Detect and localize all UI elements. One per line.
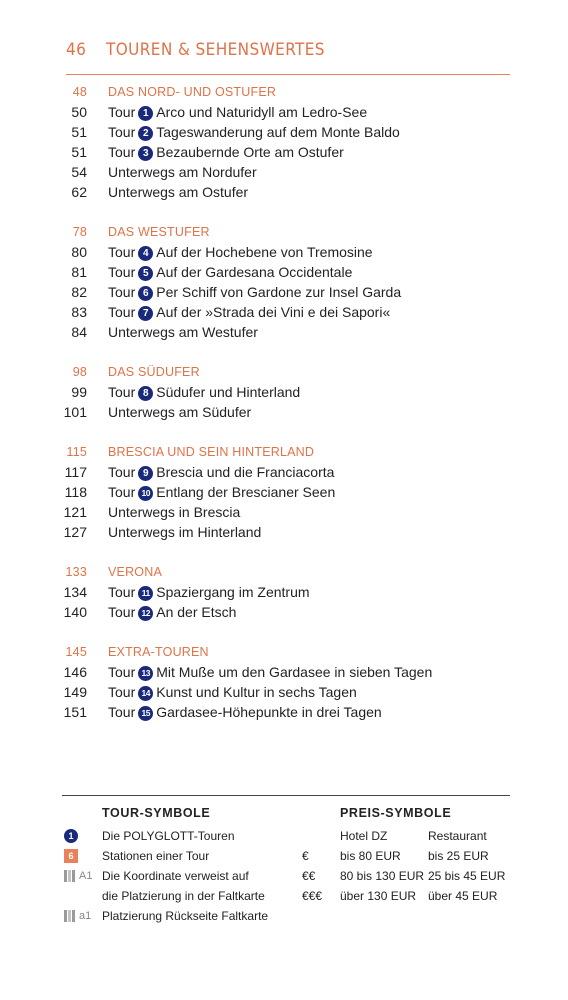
tour-prefix: Tour — [108, 264, 136, 280]
tour-number-icon: 4 — [138, 246, 153, 261]
toc-entry[interactable] — [60, 522, 520, 542]
legend-row-stations — [62, 846, 302, 866]
legend — [62, 795, 510, 923]
toc-section — [60, 442, 520, 542]
entry-text-wrap — [108, 682, 357, 702]
entry-text-wrap — [108, 302, 390, 322]
toc-entry[interactable] — [60, 282, 520, 302]
entry-text-wrap — [108, 522, 261, 542]
tour-prefix: Tour — [108, 484, 136, 500]
chapter-page-number: 46 — [66, 40, 87, 60]
tour-prefix: Tour — [108, 244, 136, 260]
entry-title: Entlang der Brescianer Seen — [156, 484, 336, 500]
entry-text-wrap — [108, 402, 251, 422]
entry-title: Unterwegs am Südufer — [108, 404, 252, 420]
coordinate-label: a1 — [79, 910, 92, 922]
tour-prefix: Tour — [108, 304, 136, 320]
entry-title: Arco und Naturidyll am Ledro-See — [156, 104, 368, 120]
toc-entry[interactable] — [60, 102, 520, 122]
entry-text-wrap — [108, 602, 236, 622]
entry-title: Unterwegs am Nordufer — [108, 164, 257, 180]
toc-entry[interactable] — [60, 242, 520, 262]
section-heading[interactable] — [60, 442, 520, 462]
tour-prefix: Tour — [108, 664, 136, 680]
restaurant-column-heading: Restaurant — [428, 829, 487, 843]
hotel-price: bis 80 EUR — [340, 849, 401, 863]
section-title: EXTRA-TOUREN — [108, 645, 209, 659]
section-title: DAS WESTUFER — [108, 225, 210, 239]
folding-map-icon — [64, 870, 76, 882]
entry-text-wrap — [108, 382, 300, 402]
entry-page-number: 81 — [71, 264, 87, 280]
legend-row-coordinate-cont — [62, 886, 302, 906]
tour-number-icon: 8 — [138, 386, 153, 401]
tour-number-icon: 11 — [138, 586, 153, 601]
toc-entry[interactable] — [60, 682, 520, 702]
entry-text-wrap — [108, 322, 258, 342]
entry-title: Per Schiff von Gardone zur Insel Garda — [156, 284, 402, 300]
entry-text-wrap — [108, 242, 373, 262]
toc-entry[interactable] — [60, 142, 520, 162]
legend-text: Die POLYGLOTT-Touren — [102, 829, 235, 843]
price-symbol: €€€ — [302, 889, 323, 903]
entry-text-wrap — [108, 482, 335, 502]
toc-section — [60, 642, 520, 722]
tour-number-icon: 6 — [138, 286, 153, 301]
tour-badge-icon: 1 — [64, 829, 78, 843]
section-page-number: 48 — [72, 85, 87, 99]
section-page-number: 145 — [65, 645, 87, 659]
entry-page-number: 121 — [63, 504, 87, 520]
entry-title: Unterwegs im Hinterland — [108, 524, 262, 540]
entry-text-wrap — [108, 462, 334, 482]
toc-entry[interactable] — [60, 462, 520, 482]
section-heading[interactable] — [60, 222, 520, 242]
price-symbols-heading: PREIS-SYMBOLE — [340, 806, 452, 820]
toc-entry[interactable] — [60, 382, 520, 402]
entry-page-number: 151 — [63, 704, 87, 720]
section-page-number: 115 — [66, 445, 87, 459]
toc-entry[interactable] — [60, 482, 520, 502]
table-of-contents — [60, 82, 520, 742]
entry-page-number: 117 — [64, 464, 87, 480]
entry-page-number: 146 — [63, 664, 87, 680]
legend-text: Platzierung Rückseite Faltkarte — [102, 909, 269, 923]
legend-row-coordinate — [62, 866, 302, 886]
entry-page-number: 54 — [71, 164, 87, 180]
section-heading[interactable] — [60, 82, 520, 102]
entry-text-wrap — [108, 662, 432, 682]
price-symbol: € — [302, 849, 309, 863]
entry-text-wrap — [108, 102, 367, 122]
tour-number-icon: 13 — [138, 666, 153, 681]
toc-entry[interactable] — [60, 162, 520, 182]
entry-text-wrap — [108, 162, 257, 182]
restaurant-price: über 45 EUR — [428, 889, 498, 903]
section-title: BRESCIA UND SEIN HINTERLAND — [108, 445, 315, 459]
entry-title: Unterwegs am Ostufer — [108, 184, 249, 200]
entry-page-number: 134 — [63, 584, 87, 600]
section-page-number: 98 — [72, 365, 87, 379]
section-heading[interactable] — [60, 642, 520, 662]
entry-title: Südufer und Hinterland — [156, 384, 301, 400]
section-title: VERONA — [108, 565, 162, 579]
entry-page-number: 149 — [63, 684, 87, 700]
tour-number-icon: 9 — [138, 466, 153, 481]
entry-text-wrap — [108, 182, 248, 202]
entry-text-wrap — [108, 582, 310, 602]
hotel-price: 80 bis 130 EUR — [340, 869, 425, 883]
entry-title: An der Etsch — [156, 604, 237, 620]
section-title: DAS NORD- UND OSTUFER — [108, 85, 277, 99]
hotel-price: über 130 EUR — [340, 889, 417, 903]
coordinate-label: A1 — [79, 870, 93, 882]
tour-prefix: Tour — [108, 144, 136, 160]
section-title: DAS SÜDUFER — [108, 365, 200, 379]
entry-page-number: 83 — [71, 304, 87, 320]
entry-page-number: 118 — [64, 484, 87, 500]
chapter-title: TOUREN & SEHENSWERTES — [106, 40, 325, 60]
tour-number-icon: 5 — [138, 266, 153, 281]
entry-title: Auf der »Strada dei Vini e dei Sapori« — [156, 304, 391, 320]
tour-prefix: Tour — [108, 284, 136, 300]
tour-prefix: Tour — [108, 384, 136, 400]
tour-prefix: Tour — [108, 464, 136, 480]
entry-title: Gardasee-Höhepunkte in drei Tagen — [156, 704, 382, 720]
toc-entry[interactable] — [60, 302, 520, 322]
tour-number-icon: 2 — [138, 126, 153, 141]
entry-page-number: 51 — [71, 144, 87, 160]
toc-section — [60, 562, 520, 622]
entry-text-wrap — [108, 122, 400, 142]
entry-page-number: 84 — [71, 324, 87, 340]
section-page-number: 133 — [65, 565, 87, 579]
tour-number-icon: 1 — [138, 106, 153, 121]
tour-prefix: Tour — [108, 684, 136, 700]
entry-title: Tageswanderung auf dem Monte Baldo — [156, 124, 400, 140]
legend-text: die Platzierung in der Faltkarte — [102, 889, 265, 903]
tour-prefix: Tour — [108, 604, 136, 620]
toc-entry[interactable] — [60, 582, 520, 602]
entry-text-wrap — [108, 282, 401, 302]
tour-prefix: Tour — [108, 704, 136, 720]
tour-prefix: Tour — [108, 124, 136, 140]
hotel-column-heading: Hotel DZ — [340, 829, 388, 843]
toc-entry[interactable] — [60, 182, 520, 202]
entry-page-number: 82 — [71, 284, 87, 300]
tour-number-icon: 15 — [138, 706, 153, 721]
entry-text-wrap — [108, 142, 344, 162]
page-header — [66, 38, 510, 75]
entry-text-wrap — [108, 702, 382, 722]
entry-page-number: 51 — [71, 124, 87, 140]
toc-section — [60, 222, 520, 342]
section-page-number: 78 — [72, 225, 87, 239]
entry-page-number: 101 — [63, 404, 87, 420]
entry-title: Bezaubernde Orte am Ostufer — [156, 144, 344, 160]
toc-entry[interactable] — [60, 262, 520, 282]
legend-text: Stationen einer Tour — [102, 849, 210, 863]
toc-entry[interactable] — [60, 122, 520, 142]
entry-page-number: 50 — [71, 104, 87, 120]
entry-title: Kunst und Kultur in sechs Tagen — [156, 684, 357, 700]
legend-row-tours — [62, 826, 302, 846]
entry-text-wrap — [108, 262, 352, 282]
tour-prefix: Tour — [108, 104, 136, 120]
section-heading[interactable] — [60, 562, 520, 582]
entry-title: Spaziergang im Zentrum — [156, 584, 310, 600]
legend-text: Die Koordinate verweist auf — [102, 869, 249, 883]
tour-number-icon: 14 — [138, 686, 153, 701]
tour-prefix: Tour — [108, 584, 136, 600]
entry-page-number: 127 — [63, 524, 87, 540]
entry-page-number: 99 — [71, 384, 87, 400]
legend-row-backside — [62, 906, 302, 926]
restaurant-price: 25 bis 45 EUR — [428, 869, 506, 883]
toc-entry[interactable] — [60, 502, 520, 522]
toc-section — [60, 82, 520, 202]
toc-entry[interactable] — [60, 402, 520, 422]
tour-number-icon: 10 — [138, 486, 153, 501]
tour-number-icon: 12 — [138, 606, 153, 621]
entry-page-number: 80 — [71, 244, 87, 260]
entry-title: Brescia und die Franciacorta — [156, 464, 335, 480]
restaurant-price: bis 25 EUR — [428, 849, 489, 863]
entry-title: Auf der Hochebene von Tremosine — [156, 244, 373, 260]
price-symbol: €€ — [302, 869, 316, 883]
toc-entry[interactable] — [60, 662, 520, 682]
entry-page-number: 62 — [71, 184, 87, 200]
section-heading[interactable] — [60, 362, 520, 382]
tour-number-icon: 3 — [138, 146, 153, 161]
station-marker-icon: 6 — [64, 849, 78, 863]
tour-symbols-heading: TOUR-SYMBOLE — [102, 806, 211, 820]
entry-page-number: 140 — [63, 604, 87, 620]
entry-text-wrap — [108, 502, 240, 522]
toc-section — [60, 362, 520, 422]
folding-map-icon — [64, 910, 76, 922]
entry-title: Unterwegs in Brescia — [108, 504, 241, 520]
entry-title: Mit Muße um den Gardasee in sieben Tagen — [156, 664, 433, 680]
tour-number-icon: 7 — [138, 306, 153, 321]
toc-entry[interactable] — [60, 702, 520, 722]
entry-title: Auf der Gardesana Occidentale — [156, 264, 353, 280]
toc-entry[interactable] — [60, 602, 520, 622]
entry-title: Unterwegs am Westufer — [108, 324, 258, 340]
toc-entry[interactable] — [60, 322, 520, 342]
